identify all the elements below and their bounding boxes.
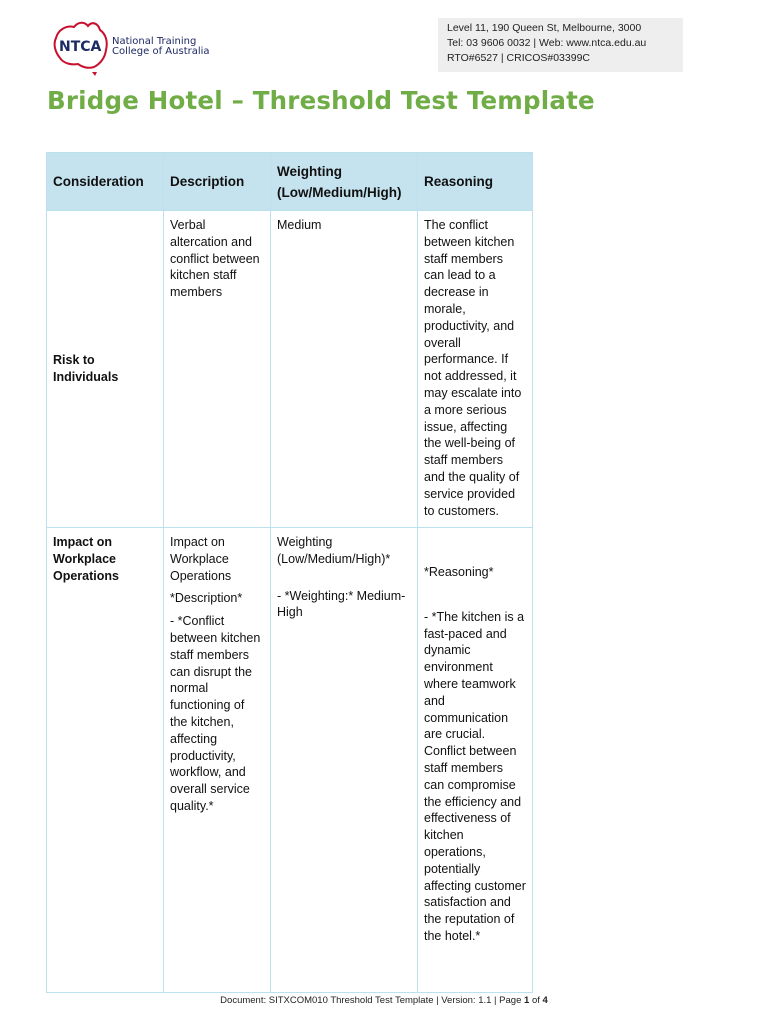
row-description — [164, 528, 271, 993]
weighting-detail: - *Weighting:* Medium-High — [277, 588, 406, 620]
footer-page-current: 1 — [524, 995, 530, 1006]
contact-box — [438, 18, 683, 72]
row-description: Verbal altercation and conflict between kitchen staff members — [164, 211, 271, 528]
table-row — [47, 211, 533, 528]
reasoning-detail: - *The kitchen is a fast-paced and dynamic environment where teamwork and communication are crucial. Conflict between staff members can compromise the efficiency and effectiveness of kitchen operations, potentially affecting customer satisfaction and the reputation of the hotel.* — [424, 609, 526, 943]
table-row — [47, 528, 533, 993]
footer-document-info: Document: SITXCOM010 Threshold Test Template | Version: 1.1 | — [220, 995, 500, 1006]
row-consideration: Impact on Workplace Operations — [47, 528, 164, 993]
contact-address: Level 11, 190 Queen St, Melbourne, 3000 — [447, 22, 642, 34]
weighting-heading: Weighting (Low/Medium/High)* — [277, 535, 391, 566]
header-consideration: Consideration — [47, 153, 164, 211]
row-consideration: Risk to Individuals — [47, 211, 164, 528]
ntca-logo — [48, 18, 223, 80]
svg-text:College of Australia: College of Australia — [112, 46, 210, 57]
svg-text:National Training: National Training — [112, 36, 197, 47]
row-weighting: Medium — [271, 211, 418, 528]
contact-registration: RTO#6527 | CRICOS#03399C — [447, 52, 591, 64]
row-reasoning — [418, 528, 533, 993]
table-header-row — [47, 153, 533, 211]
description-heading: Impact on Workplace Operations — [170, 535, 232, 583]
header-weighting: Weighting (Low/Medium/High) — [271, 153, 418, 211]
footer-page-total: 4 — [542, 995, 548, 1006]
row-weighting — [271, 528, 418, 993]
reasoning-label: *Reasoning* — [424, 565, 494, 579]
svg-text:NTCA: NTCA — [59, 39, 102, 55]
threshold-table — [46, 152, 533, 993]
footer-of-label: of — [531, 995, 540, 1006]
header-description: Description — [164, 153, 271, 211]
footer-page-label: Page — [499, 995, 522, 1006]
description-detail: - *Conflict between kitchen staff members can disrupt the normal functioning of the kitchen, affecting productivity, workflow, and overall service quality.* — [170, 614, 261, 813]
page-title: Bridge Hotel – Threshold Test Template — [47, 86, 595, 115]
header-reasoning: Reasoning — [418, 153, 533, 211]
contact-phone-web: Tel: 03 9606 0032 | Web: www.ntca.edu.au — [447, 37, 647, 49]
australia-map-icon — [48, 18, 223, 80]
row-reasoning: The conflict between kitchen staff members can lead to a decrease in morale, productivity, and overall performance. If not addressed, it may escalate into a more serious issue, affecting the well-being of staff members and the quality of service provided to customers. — [418, 211, 533, 528]
description-label: *Description* — [170, 591, 243, 606]
page-footer — [0, 995, 768, 1006]
